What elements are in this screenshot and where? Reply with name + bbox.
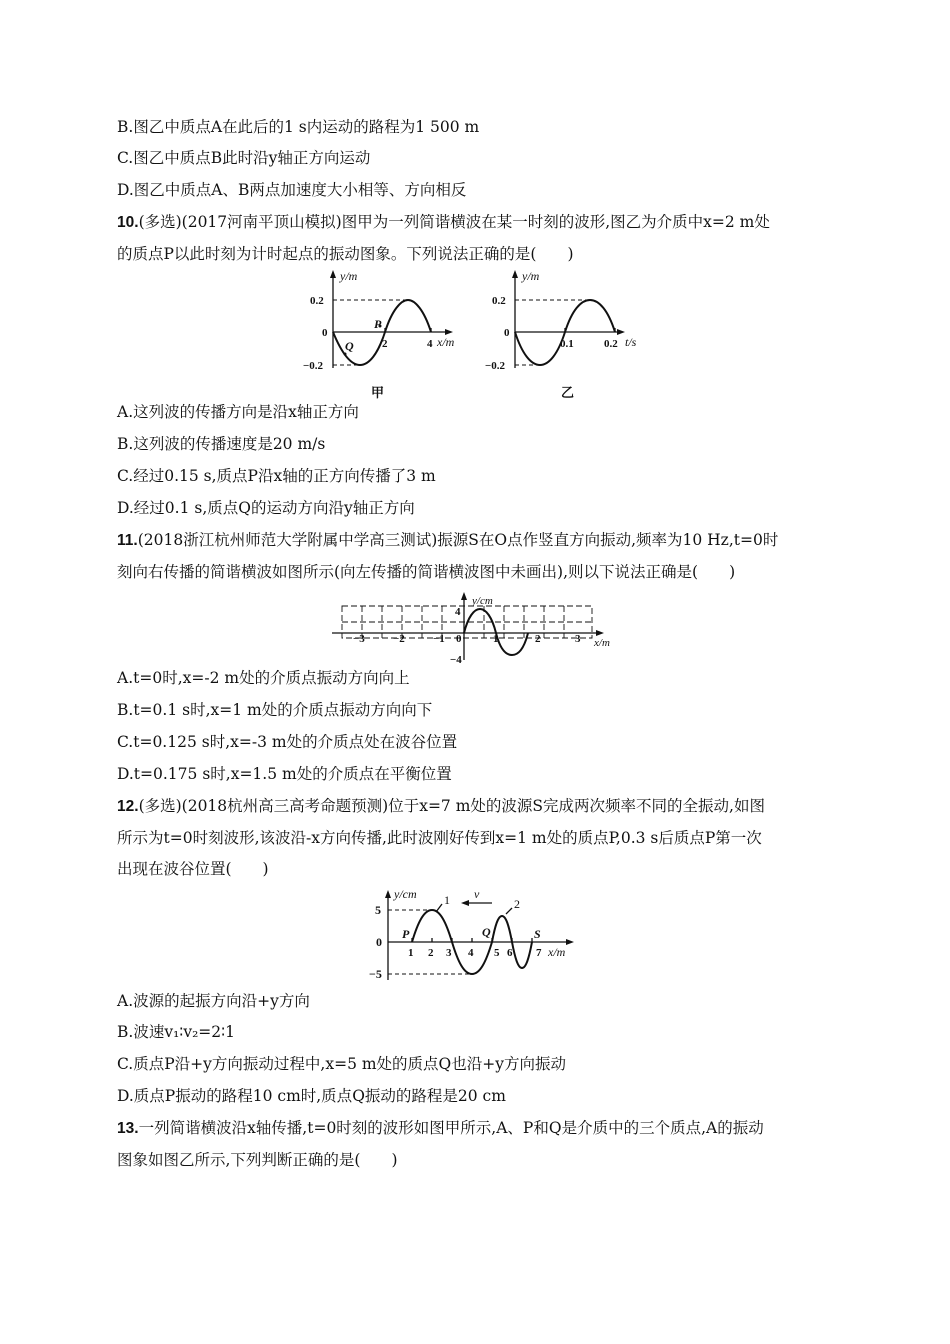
q11-stem-line2: 刻向右传播的简谐横波如图所示(向左传播的简谐横波图中未画出),则以下说法正确是( ) <box>117 563 736 581</box>
y-tick-top: 0.2 <box>310 295 324 307</box>
q12-stem-line1 <box>117 795 765 818</box>
y-tick-bottom: −4 <box>450 654 462 666</box>
q13-stem-line2: 图象如图乙所示,下列判断正确的是( ) <box>117 1151 398 1169</box>
q12-option-c: C.质点P沿+y方向振动过程中,x=5 m处的质点Q也沿+y方向振动 <box>117 1055 567 1073</box>
q11-stem-text1: (2018浙江杭州师范大学附属中学高三测试)振源S在O点作竖直方向振动,频率为10 Hz,t=0时 <box>137 531 779 549</box>
x-axis-label: x/m <box>437 335 455 349</box>
q10-figure-jia <box>300 268 470 378</box>
x-tick-label-3: 3 <box>446 947 452 959</box>
q11-option-b: B.t=0.1 s时,x=1 m处的介质点振动方向向下 <box>117 701 433 719</box>
x-axis-label: x/m <box>548 945 566 959</box>
q10-figure-yi <box>482 268 652 378</box>
t-axis-label: t/s <box>625 335 637 349</box>
x-tick-label-neg3: −3 <box>353 633 365 645</box>
y-axis-arrow <box>385 890 391 898</box>
q11-figure <box>330 590 620 665</box>
q10-option-a: A.这列波的传播方向是沿x轴正方向 <box>117 403 359 421</box>
label-1-pointer <box>436 904 442 912</box>
q10-option-c: C.经过0.15 s,质点P沿x轴的正方向传播了3 m <box>117 467 436 485</box>
x-tick-label-2: 2 <box>535 633 541 645</box>
q12-option-a: A.波源的起振方向沿+y方向 <box>117 992 310 1010</box>
x-tick-label-neg1: −1 <box>433 633 445 645</box>
x-tick-label-neg2: −2 <box>393 633 405 645</box>
q11-option-d: D.t=0.175 s时,x=1.5 m处的介质点在平衡位置 <box>117 765 452 783</box>
y-tick-top: 5 <box>375 903 381 917</box>
x-tick-label-3: 3 <box>575 633 581 645</box>
y-axis-label: y/cm <box>394 887 417 901</box>
q11-number: 11. <box>117 532 138 549</box>
x-tick-label-4: 4 <box>468 947 474 959</box>
point-s-label: S <box>534 927 541 941</box>
y-tick-zero: 0 <box>322 327 328 339</box>
q10-stem-line1 <box>117 211 770 234</box>
point-p-label: P <box>374 317 382 331</box>
x-tick-label-7: 7 <box>536 947 542 959</box>
y-tick-bottom: −5 <box>369 967 382 981</box>
q11-stem-line1 <box>117 529 778 552</box>
wave-curve <box>464 609 528 655</box>
q11-option-c: C.t=0.125 s时,x=-3 m处的介质点处在波谷位置 <box>117 733 458 751</box>
y-axis-arrow <box>512 270 518 278</box>
x-tick-label-1: 1 <box>493 633 499 645</box>
t-tick-label-0-1: 0.1 <box>560 338 574 350</box>
q10-caption-jia: 甲 <box>371 386 385 401</box>
q12-figure <box>360 886 590 986</box>
y-axis-label: y/m <box>340 269 358 283</box>
t-axis-arrow <box>617 329 625 335</box>
q10-stem-text1: (多选)(2017河南平顶山模拟)图甲为一列简谐横波在某一时刻的波形,图乙为介质中x=2 m处 <box>138 213 770 231</box>
q12-stem-text1: (多选)(2018杭州高三高考命题预测)位于x=7 m处的波源S完成两次频率不同的全振动,如图 <box>138 797 765 815</box>
q9-option-c: C.图乙中质点B此时沿y轴正方向运动 <box>117 149 371 167</box>
y-tick-top: 0.2 <box>492 295 506 307</box>
q13-number: 13. <box>117 1120 139 1137</box>
point-p-label: P <box>402 927 410 941</box>
q11-option-a: A.t=0时,x=-2 m处的介质点振动方向向上 <box>117 669 410 687</box>
q12-number: 12. <box>117 798 139 815</box>
y-tick-bottom: −0.2 <box>303 360 324 372</box>
q12-stem-line3: 出现在波谷位置( ) <box>117 860 269 878</box>
x-tick-label-2: 2 <box>382 338 388 350</box>
x-axis-arrow <box>596 630 604 636</box>
t-tick-label-0-2: 0.2 <box>604 338 618 350</box>
q12-option-d: D.质点P振动的路程10 cm时,质点Q振动的路程是20 cm <box>117 1087 506 1105</box>
point-q-label: Q <box>482 925 491 939</box>
y-axis-label: y/m <box>522 269 540 283</box>
x-tick-label-4: 4 <box>427 338 433 350</box>
wave-label-1: 1 <box>444 893 450 907</box>
y-tick-top: 4 <box>455 606 461 618</box>
wave-label-2: 2 <box>514 897 520 911</box>
q9-option-d: D.图乙中质点A、B两点加速度大小相等、方向相反 <box>117 181 467 199</box>
q12-stem-line2: 所示为t=0时刻波形,该波沿-x方向传播,此时波刚好传到x=1 m处的质点P,0.3 s后质点P第一次 <box>117 829 762 847</box>
velocity-label: v <box>474 887 480 901</box>
q10-option-b: B.这列波的传播速度是20 m/s <box>117 435 326 453</box>
y-tick-zero: 0 <box>376 935 382 949</box>
q10-number: 10. <box>117 214 139 231</box>
velocity-arrow-head <box>461 900 469 906</box>
x-tick-label-6: 6 <box>507 947 513 959</box>
origin-label: 0 <box>456 633 462 645</box>
x-axis-label: x/m <box>594 637 610 649</box>
q13-stem-line1 <box>117 1117 764 1140</box>
q10-option-d: D.经过0.1 s,质点Q的运动方向沿y轴正方向 <box>117 499 415 517</box>
x-axis-arrow <box>566 939 574 945</box>
y-axis-arrow <box>461 592 467 600</box>
x-tick-label-5: 5 <box>494 947 500 959</box>
q12-option-b: B.波速v₁∶v₂=2∶1 <box>117 1023 236 1041</box>
q13-stem-text1: 一列简谐横波沿x轴传播,t=0时刻的波形如图甲所示,A、P和Q是介质中的三个质点,A的振动 <box>138 1119 764 1137</box>
x-tick-label-1: 1 <box>408 947 414 959</box>
q10-stem-line2: 的质点P以此时刻为计时起点的振动图象。下列说法正确的是( ) <box>117 245 574 263</box>
y-tick-zero: 0 <box>504 327 510 339</box>
y-axis-label: y/cm <box>472 595 493 607</box>
label-2-pointer <box>506 908 512 914</box>
q9-option-b: B.图乙中质点A在此后的1 s内运动的路程为1 500 m <box>117 118 480 136</box>
x-tick-label-2: 2 <box>428 947 434 959</box>
q10-caption-yi: 乙 <box>561 386 575 401</box>
y-tick-bottom: −0.2 <box>485 360 506 372</box>
point-q-label: Q <box>345 339 354 353</box>
y-axis-arrow <box>330 270 336 278</box>
